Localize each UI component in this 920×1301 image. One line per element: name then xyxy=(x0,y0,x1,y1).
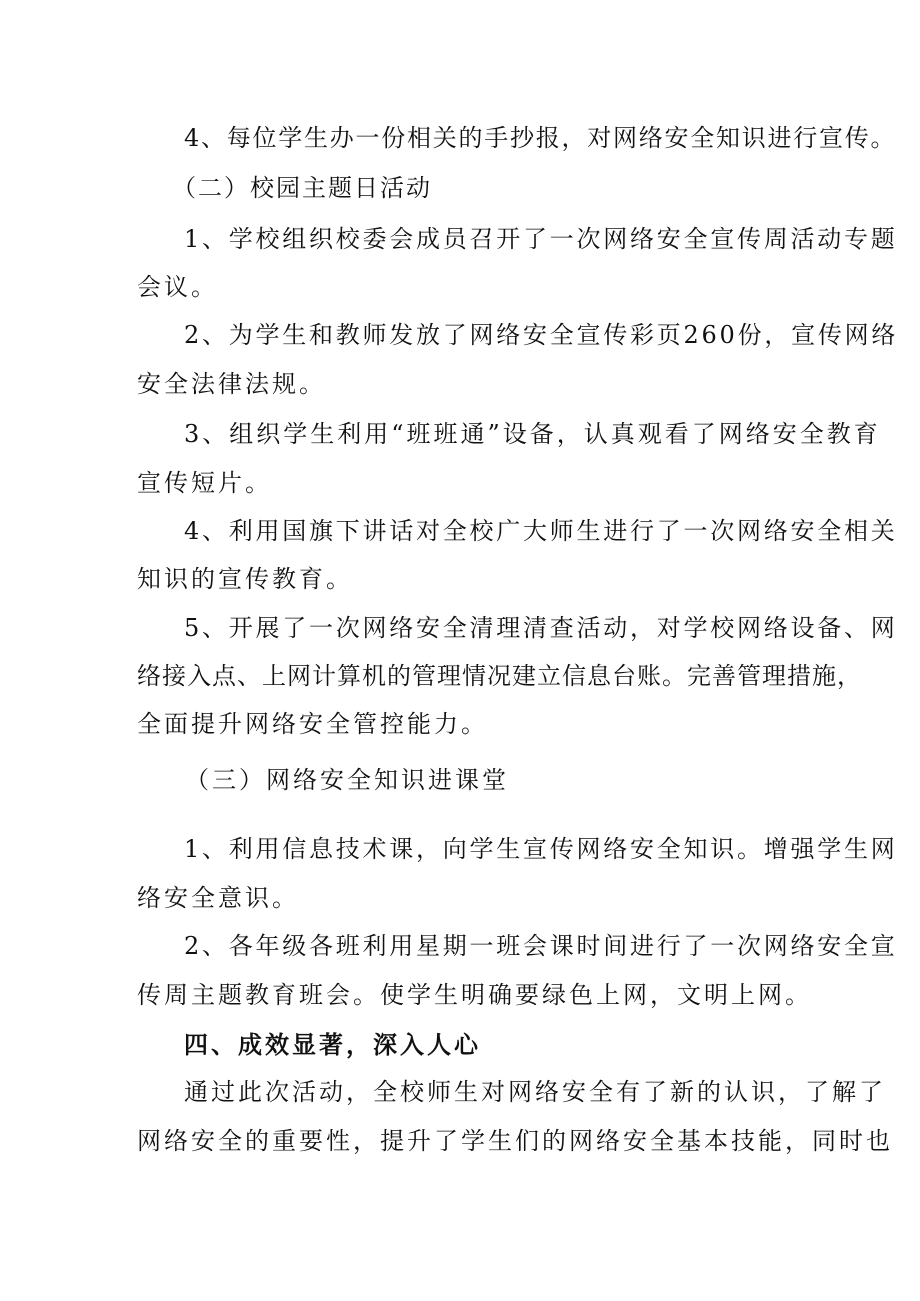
s4-paragraph-line1: 通过此次活动，全校师生对网络安全有了新的认识，了解了 xyxy=(184,1078,886,1106)
s2-item-5-line3: 全面提升网络安全管控能力。 xyxy=(137,710,488,738)
item-4-handout: 4、每位学生办一份相关的手抄报，对网络安全知识进行宣传。 xyxy=(184,124,897,152)
s3-item-2-line2: 传周主题教育班会。使学生明确要绿色上网，文明上网。 xyxy=(137,981,812,1009)
s2-item-1-line1: 1、学校组织校委会成员召开了一次网络安全宣传周活动专题 xyxy=(184,225,898,253)
s3-item-2-line1: 2、各年级各班利用星期一班会课时间进行了一次网络安全宣 xyxy=(184,932,898,960)
s3-item-1-line2: 络安全意识。 xyxy=(137,884,299,912)
s2-item-5-line2: 络接入点、上网计算机的管理情况建立信息台账。完善管理措施， xyxy=(137,662,862,690)
s4-paragraph-line2: 网络安全的重要性，提升了学生们的网络安全基本技能，同时也 xyxy=(137,1127,893,1155)
s2-item-2-line1: 2、为学生和教师发放了网络安全宣传彩页260份，宣传网络 xyxy=(184,321,899,349)
s2-item-4-line2: 知识的宣传教育。 xyxy=(137,565,353,593)
s2-item-3-line1: 3、组织学生利用“班班通”设备，认真观看了网络安全教育 xyxy=(184,420,881,448)
s3-item-1-line1: 1、利用信息技术课，向学生宣传网络安全知识。增强学生网 xyxy=(184,835,898,863)
section-4-heading: 四、成效显著，深入人心 xyxy=(184,1030,481,1059)
section-2-title: （二）校园主题日活动 xyxy=(172,174,432,202)
s2-item-2-line2: 安全法律法规。 xyxy=(137,370,326,398)
section-3-title: （三）网络安全知识进课堂 xyxy=(185,766,509,794)
s2-item-3-line2: 宣传短片。 xyxy=(137,469,272,497)
s2-item-5-line1: 5、开展了一次网络安全清理清查活动，对学校网络设备、网 xyxy=(184,614,898,642)
s2-item-4-line1: 4、利用国旗下讲话对全校广大师生进行了一次网络安全相关 xyxy=(184,517,898,545)
s2-item-1-line2: 会议。 xyxy=(137,273,218,301)
